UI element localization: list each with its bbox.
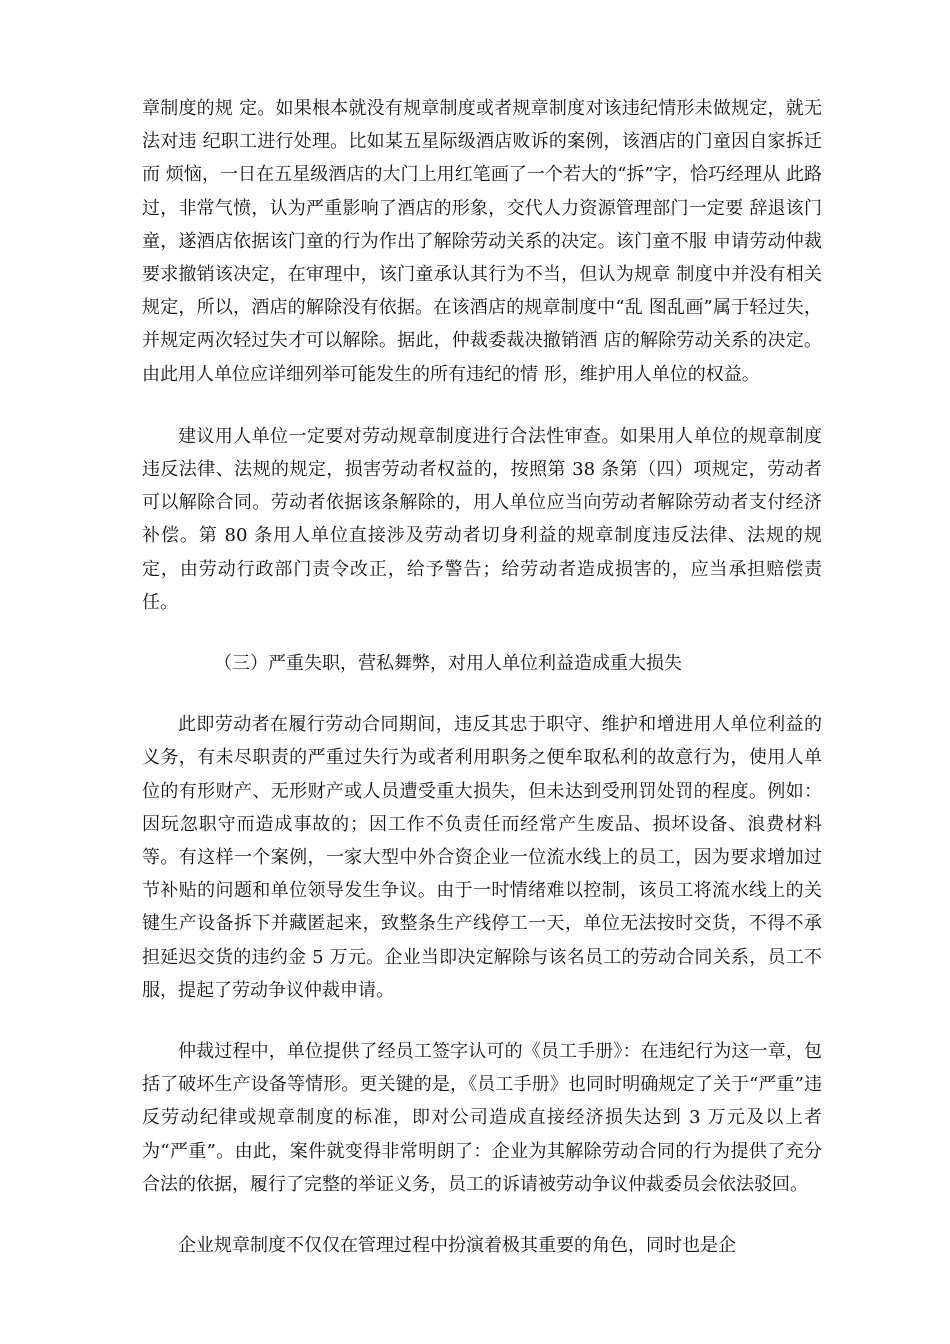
document-body <box>142 92 822 1262</box>
paragraph-arbitration-process: 仲裁过程中，单位提供了经员工签字认可的《员工手册》：在违纪行为这一章，包括了破坏生产设备等情形。更关键的是，《员工手册》也同时明确规定了关于“严重”违反劳动纪律或规章制度的标准，即对公司造成直接经济损失达到 3 万元及以上者为“严重”。由此，案件就变得非常明朗了：企业为其解除劳动合同的行为提供了充分合法的依据，履行了完整的举证义务，员工的诉请被劳动争议仲裁委员会依法驳回。 <box>142 1041 822 1195</box>
paragraph-dereliction-definition: 此即劳动者在履行劳动合同期间，违反其忠于职守、维护和增进用人单位利益的义务，有未尽职责的严重过失行为或者利用职务之便牟取私利的故意行为，使用人单位的有形财产、无形财产或人员遭受重大损失，但未达到受刑罚处罚的程度。例如：因玩忽职守而造成事故的；因工作不负责任而经常产生废品、损坏设备、浪费材料等。有这样一个案例，一家大型中外合资企业一位流水线上的员工，因为要求增加过节补贴的问题和单位领导发生争议。由于一时情绪难以控制，该员工将流水线上的关键生产设备拆下并藏匿起来，致整条生产线停工一天，单位无法按时交货，不得不承担延迟交货的违约金 5 万元。企业当即决定解除与该名员工的劳动合同关系，员工不服，提起了劳动争议仲裁申请。 <box>142 714 822 1001</box>
paragraph-legality-review: 建议用人单位一定要对劳动规章制度进行合法性审查。如果用人单位的规章制度违反法律、法规的规定，损害劳动者权益的，按照第 38 条第（四）项规定，劳动者可以解除合同。劳动者依据该条解除的，用人单位应当向劳动者解除劳动者支付经济补偿。第 80 条用人单位直接涉及劳动者切身利益的规章制度违反法律、法规的规定，由劳动行政部门责令改正，给予警告；给劳动者造成损害的，应当承担赔偿责任。 <box>142 425 822 613</box>
section-heading-serious-dereliction: （三）严重失职，营私舞弊，对用人单位利益造成重大损失 <box>214 653 682 675</box>
paragraph-hotel-case: 章制度的规 定。如果根本就没有规章制度或者规章制度对该违纪情形未做规定，就无法对违 纪职工进行处理。比如某五星际级酒店败诉的案例，该酒店的门童因自家拆迁而 烦恼，一日在五星级酒店的大门上用红笔画了一个若大的“拆”字，恰巧经理从 此路过，非常气愤，认为严重影响了酒店的形象，交代人力资源管理部门一定要 辞退该门童，遂酒店依据该门童的行为作出了解除劳动关系的决定。该门童不服 申请劳动仲裁要求撤销该决定，在审理中，该门童承认其行为不当，但认为规章 制度中并没有相关规定，所以，酒店的解除没有依据。在该酒店的规章制度中“乱 图乱画”属于轻过失，并规定两次轻过失才可以解除。据此，仲裁委裁决撤销酒 店的解除劳动关系的决定。由此用人单位应详细列举可能发生的所有违纪的情 形，维护用人单位的权益。 <box>142 98 823 385</box>
paragraph-rules-role: 企业规章制度不仅仅在管理过程中扮演着极其重要的角色，同时也是企 <box>178 1235 736 1257</box>
